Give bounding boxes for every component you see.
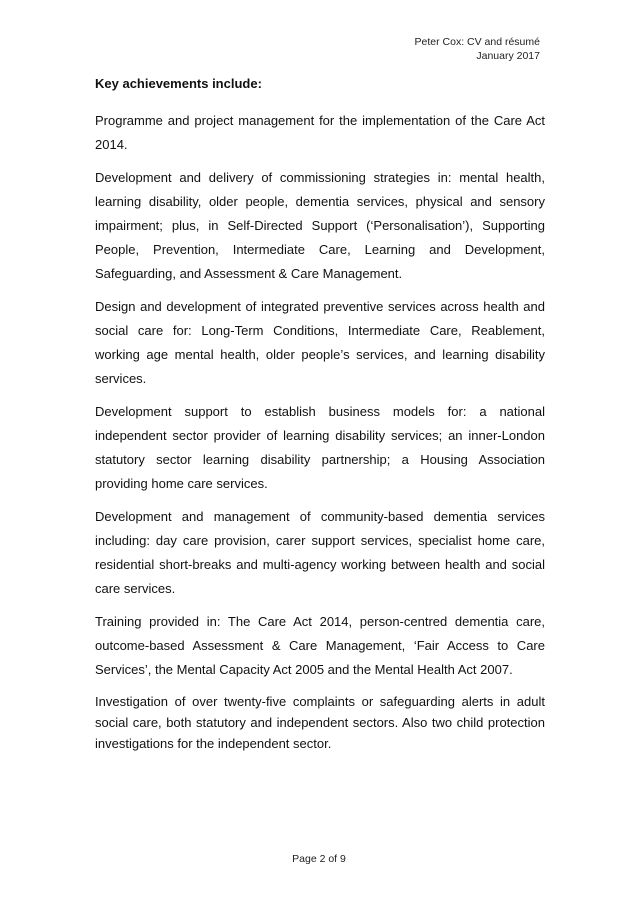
header-date: January 2017 [476,50,540,62]
page-header [415,35,540,63]
achievement-paragraph: Development support to establish business models for: a national independent sector provider of learning disability services; an inner-London statutory sector learning disability partnership; a Housing Association providing home care services. [95,404,545,491]
achievement-paragraph: Training provided in: The Care Act 2014, person-centred dementia care, outcome-based Assessment & Care Management, ‘Fair Access to Care Services’, the Mental Capacity Act 2005 and the Mental Health Act 2007. [95,614,545,677]
section-heading: Key achievements include: [95,76,262,91]
achievement-paragraph: Development and delivery of commissioning strategies in: mental health, learning disability, older people, dementia services, physical and sensory impairment; plus, in Self-Directed Support (‘Personalisation’), Supporting People, Prevention, Intermediate Care, Learning and Development, Safeguarding, and Assessment & Care Management. [95,170,545,281]
document-body [95,75,545,763]
achievement-paragraph: Programme and project management for the implementation of the Care Act 2014. [95,113,545,152]
header-title: Peter Cox: CV and résumé [414,36,540,48]
page-number: Page 2 of 9 [292,853,346,865]
achievement-paragraph: Development and management of community-based dementia services including: day care provision, carer support services, specialist home care, residential short-breaks and multi-agency working between health and social care services. [95,509,545,596]
achievement-paragraph: Design and development of integrated preventive services across health and social care for: Long-Term Conditions, Intermediate Care, Reablement, working age mental health, older people’s services, and learning disability services. [95,299,545,386]
achievement-paragraph: Investigation of over twenty-five complaints or safeguarding alerts in adult social care, both statutory and independent sectors. Also two child protection investigations for the independent sector. [95,694,545,751]
